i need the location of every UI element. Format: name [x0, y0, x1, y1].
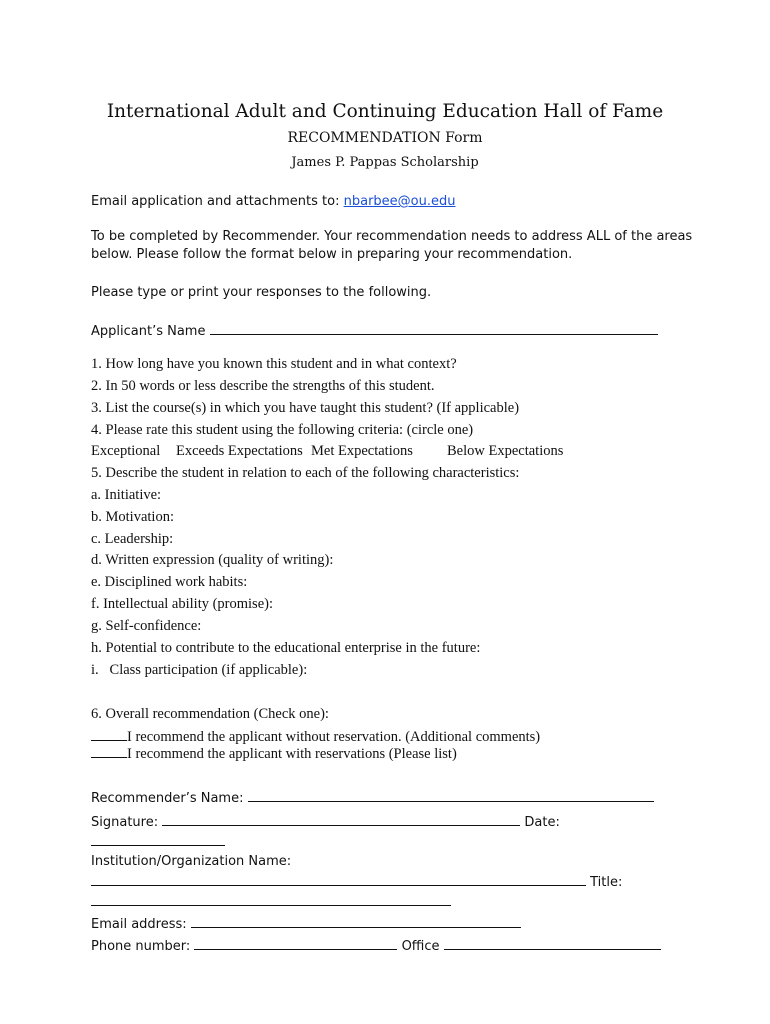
institution-row — [91, 873, 622, 890]
trait-motivation: b. Motivation: — [91, 509, 174, 525]
trait-work-habits: e. Disciplined work habits: — [91, 574, 248, 590]
criteria-below[interactable]: Below Expectations — [447, 443, 564, 459]
phone-row — [91, 937, 661, 954]
instructions-line-1: To be completed by Recommender. Your recommendation needs to address ALL of the areas — [91, 229, 693, 244]
applicant-name-label: Applicant’s Name — [91, 324, 210, 339]
type-print-instruction: Please type or print your responses to the following. — [91, 285, 432, 300]
scholarship-name: James P. Pappas Scholarship — [291, 155, 479, 170]
question-2: 2. In 50 words or less describe the strengths of this student. — [91, 378, 435, 394]
option-with-reservations-label: I recommend the applicant with reservations (Please list) — [127, 746, 457, 762]
checkbox-without-reservation[interactable] — [91, 728, 127, 741]
applicant-name-field[interactable] — [210, 322, 658, 335]
email-instruction — [91, 194, 456, 209]
trait-intellectual-ability: f. Intellectual ability (promise): — [91, 596, 273, 612]
checkbox-with-reservations[interactable] — [91, 745, 127, 758]
date-field[interactable] — [91, 833, 225, 846]
email-row — [91, 915, 521, 932]
date-label: Date: — [520, 815, 560, 830]
email-prefix: Email application and attachments to: — [91, 194, 344, 209]
recommender-name-label: Recommender’s Name: — [91, 791, 248, 806]
email-field[interactable] — [191, 915, 521, 928]
signature-row — [91, 813, 560, 830]
question-5: 5. Describe the student in relation to each of the following characteristics: — [91, 465, 520, 481]
instructions-line-2: below. Please follow the format below in preparing your recommendation. — [91, 247, 573, 262]
institution-field[interactable] — [91, 873, 586, 886]
form-subtitle: RECOMMENDATION Form — [287, 130, 483, 146]
email-link[interactable]: nbarbee@ou.edu — [343, 194, 456, 209]
option-without-reservation — [91, 728, 540, 746]
criteria-met[interactable]: Met Expectations — [311, 443, 413, 459]
trait-potential: h. Potential to contribute to the educational enterprise in the future: — [91, 640, 481, 656]
signature-label: Signature: — [91, 815, 163, 830]
trait-written-expression: d. Written expression (quality of writing): — [91, 552, 334, 568]
trait-initiative: a. Initiative: — [91, 487, 162, 503]
option-with-reservations — [91, 745, 457, 763]
page-title: International Adult and Continuing Education Hall of Fame — [106, 101, 664, 122]
office-field[interactable] — [444, 937, 661, 950]
criteria-exceeds[interactable]: Exceeds Expectations — [176, 443, 303, 459]
trait-self-confidence: g. Self-confidence: — [91, 618, 202, 634]
date-row — [91, 833, 225, 850]
question-4: 4. Please rate this student using the following criteria: (circle one) — [91, 422, 474, 438]
trait-leadership: c. Leadership: — [91, 531, 174, 547]
email-label: Email address: — [91, 917, 191, 932]
recommender-name-row — [91, 789, 654, 806]
phone-label: Phone number: — [91, 939, 195, 954]
title-row — [91, 893, 451, 910]
recommender-name-field[interactable] — [248, 789, 654, 802]
office-label: Office — [397, 939, 444, 954]
option-without-reservation-label: I recommend the applicant without reservation. (Additional comments) — [127, 729, 541, 745]
title-label: Title: — [586, 875, 623, 890]
title-field[interactable] — [91, 893, 451, 906]
trait-class-participation: i. Class participation (if applicable): — [91, 662, 308, 678]
question-6: 6. Overall recommendation (Check one): — [91, 706, 329, 722]
question-1: 1. How long have you known this student and in what context? — [91, 356, 457, 372]
question-3: 3. List the course(s) in which you have taught this student? (If applicable) — [91, 400, 520, 416]
criteria-exceptional[interactable]: Exceptional — [91, 443, 161, 459]
institution-label: Institution/Organization Name: — [91, 854, 292, 869]
applicant-name-row — [91, 322, 658, 339]
phone-field[interactable] — [194, 937, 397, 950]
signature-field[interactable] — [162, 813, 520, 826]
